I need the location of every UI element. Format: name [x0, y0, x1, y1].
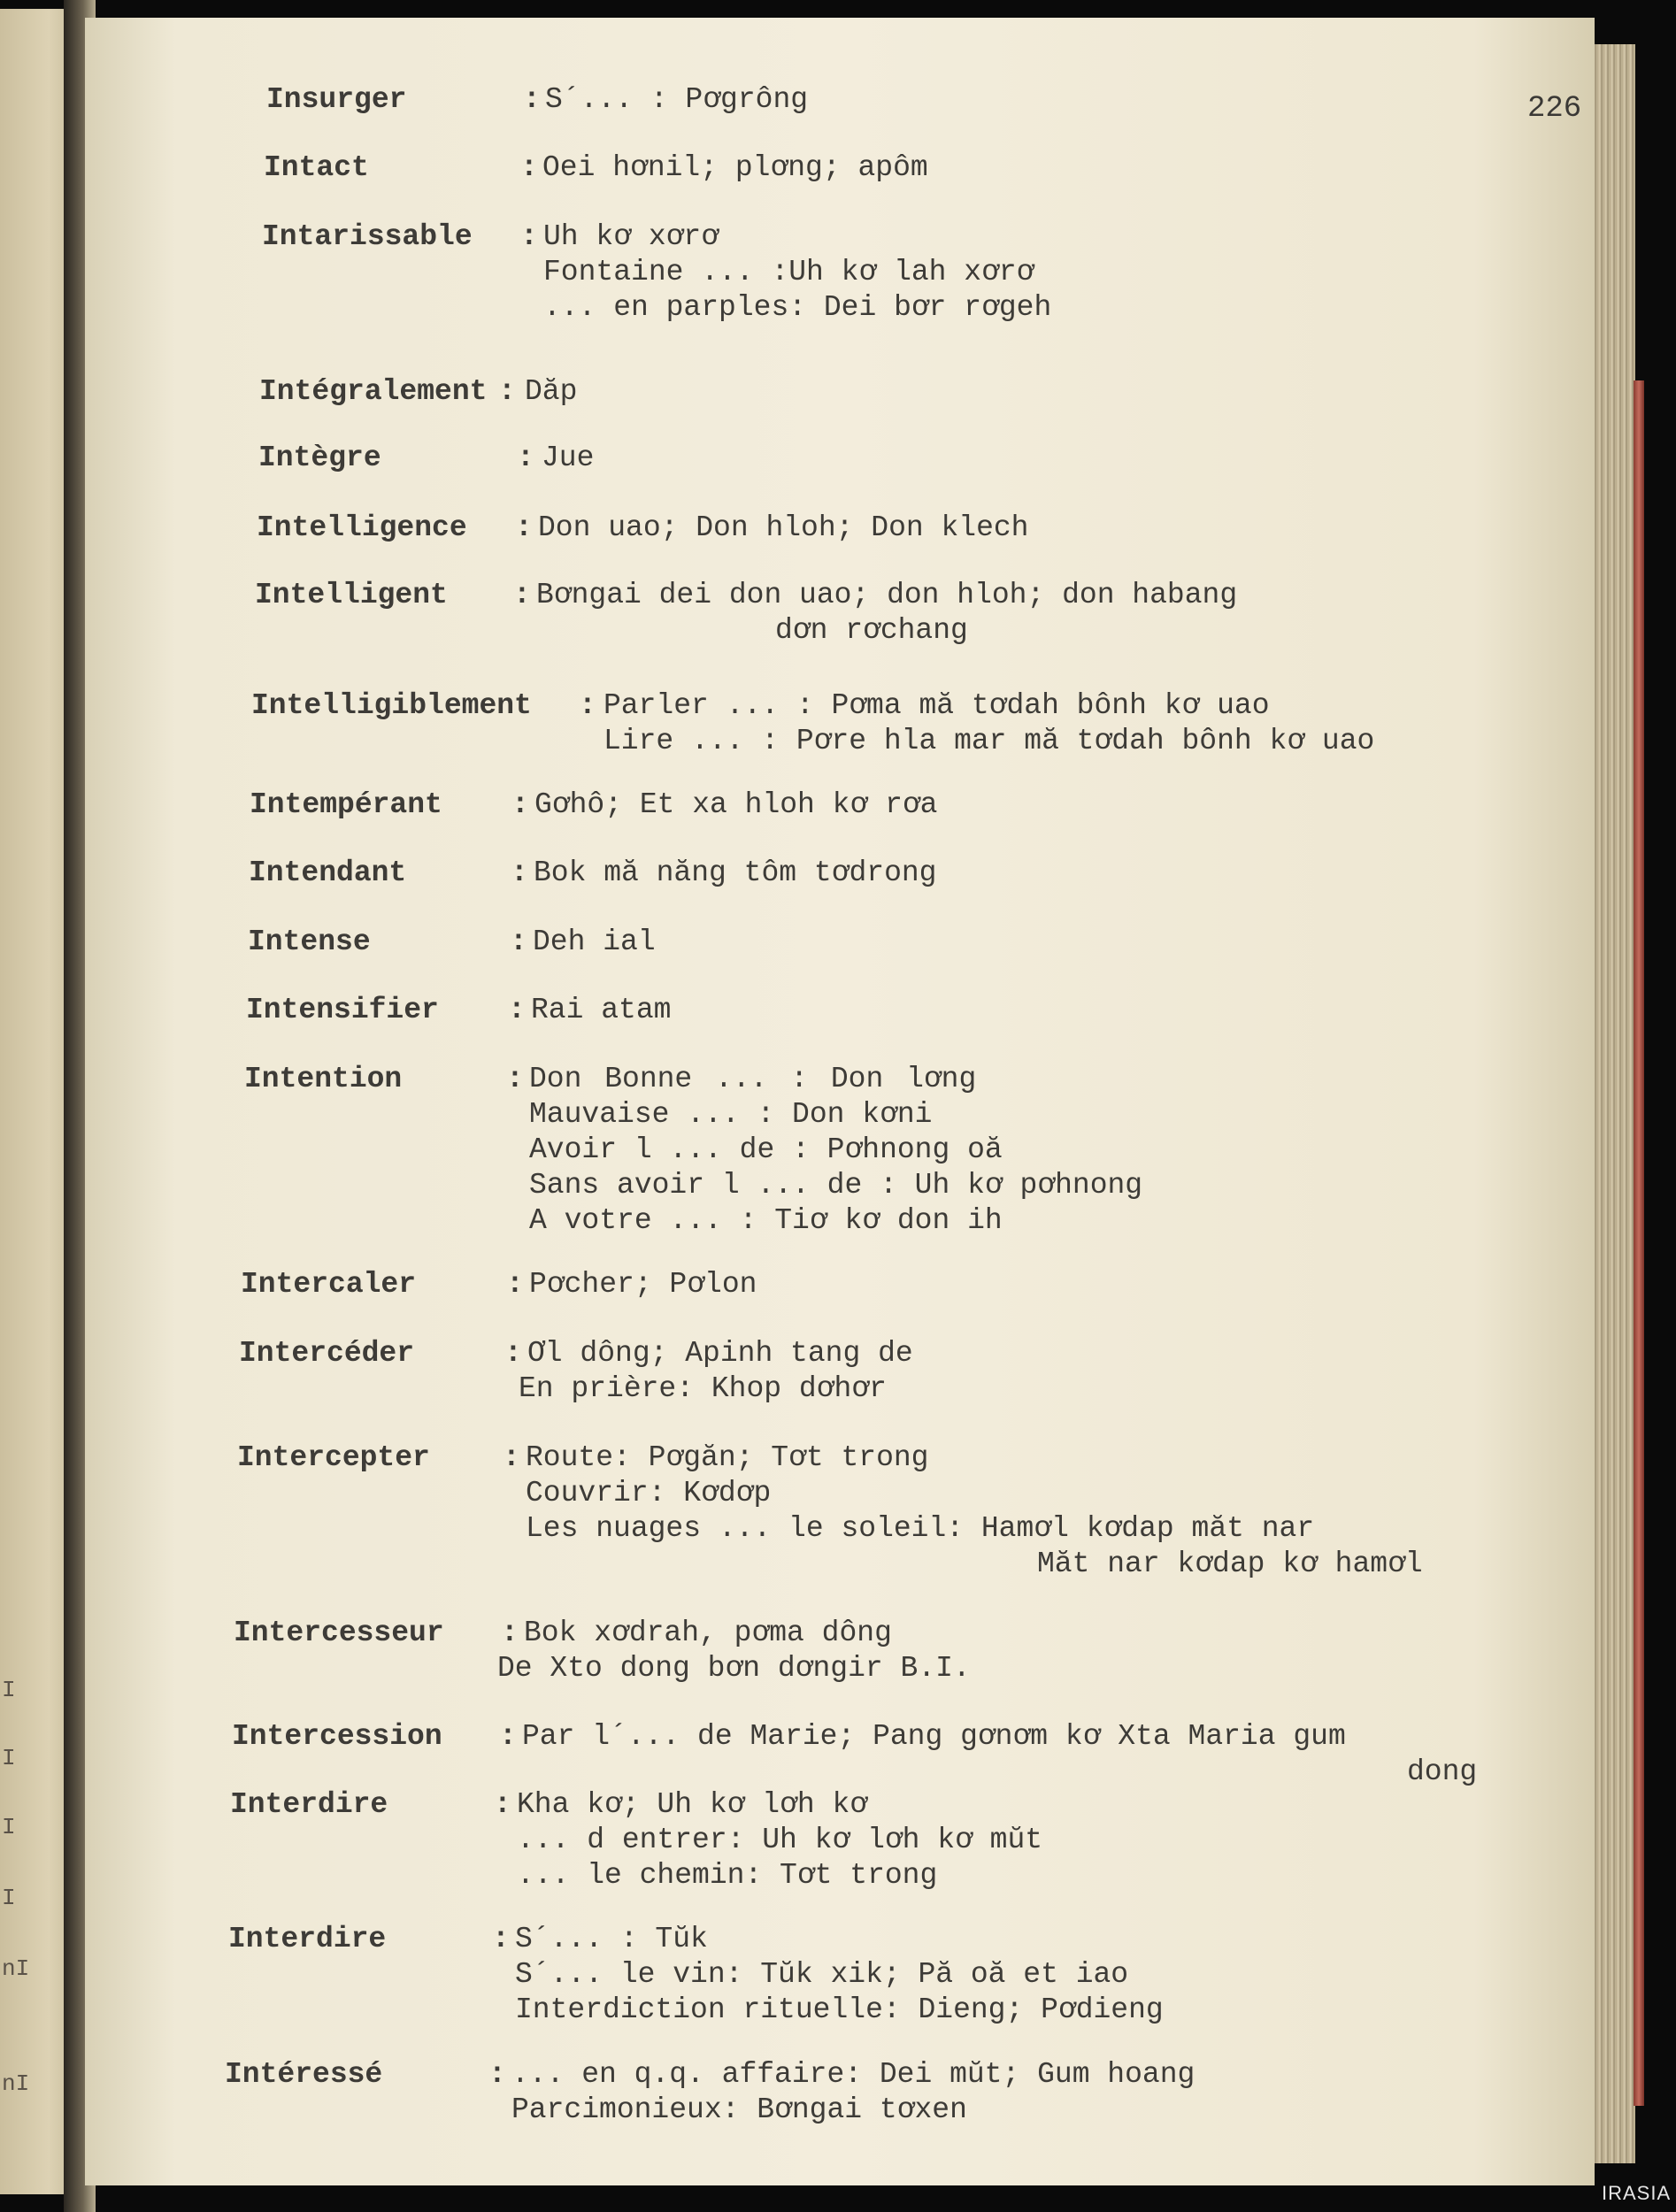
entry-term: Intéressé	[225, 2058, 383, 2091]
entry-separator: :	[492, 1923, 510, 1955]
definition-line: De Xto dong bơn dơngir B.I.	[497, 1652, 971, 1685]
left-page-mark: I	[2, 1814, 16, 1840]
entry-separator: :	[503, 1441, 520, 1474]
entry-separator: :	[520, 151, 538, 184]
entry-definitions	[519, 1336, 913, 1407]
definition-line: S´... : Pơgrông	[545, 83, 809, 116]
definition-line: Bok mă năng tôm tơdrong	[534, 856, 937, 889]
entry-separator: :	[520, 220, 538, 253]
entry-separator: :	[488, 2058, 506, 2091]
definition-line: Deh ial	[533, 926, 656, 958]
left-page-mark: I	[2, 1677, 16, 1703]
definition-line: Interdiction rituelle: Dieng; Pơdieng	[515, 1993, 1164, 2026]
entry-term: Intarissable	[262, 220, 473, 253]
entry-definitions	[526, 1440, 1423, 1582]
definition-line: A votre ... : Tiơ kơ don ih	[529, 1204, 1003, 1237]
entry-separator: :	[506, 1268, 524, 1301]
definition-line: Sans avoir l ... de : Uh kơ pơhnong	[529, 1169, 1143, 1202]
entry-definitions	[529, 1062, 1142, 1239]
definition-line: S´... : Tŭk	[515, 1923, 708, 1955]
entry-definitions	[531, 993, 671, 1028]
entry-separator: :	[498, 375, 516, 408]
entry-definitions	[534, 856, 936, 891]
entry-definitions	[542, 441, 594, 476]
entry-separator: :	[501, 1617, 519, 1649]
entry-term: Intercéder	[239, 1337, 415, 1370]
entry-separator: :	[510, 926, 527, 958]
entry-term: Intention	[244, 1063, 403, 1095]
definition-line: Uh kơ xơrơ	[543, 220, 719, 253]
definition-line: ... en q.q. affaire: Dei mŭt; Gum hoang	[511, 2058, 1195, 2091]
definition-line: Jue	[542, 442, 595, 474]
entry-definitions	[517, 1787, 1042, 1893]
entry-term: Intempérant	[250, 788, 442, 821]
entry-definitions	[604, 688, 1374, 759]
entry-term: Intégralement	[259, 375, 488, 408]
entry-definitions	[529, 1267, 757, 1302]
entry-definitions	[525, 374, 577, 410]
entry-separator: :	[513, 579, 531, 611]
definition-line: dơn rơchang	[775, 614, 968, 647]
entry-definitions	[533, 925, 656, 960]
definition-line: Bok xơdrah, pơma dông	[524, 1617, 892, 1649]
definition-line: Couvrir: Kơdơp	[526, 1477, 772, 1509]
entry-definitions	[536, 578, 1237, 649]
definition-line: Les nuages ... le soleil: Hamơl kơdap măt nar	[526, 1512, 1315, 1545]
definition-line: Ơl dông; Apinh tang de	[527, 1337, 913, 1370]
definition-line: dong	[1407, 1755, 1478, 1788]
definition-line: ... d entrer: Uh kơ lơh kơ mŭt	[517, 1824, 1043, 1856]
definition-line: Măt nar kơdap kơ hamơl	[1037, 1548, 1423, 1580]
left-page-mark: I	[2, 1885, 16, 1911]
definition-line: Fontaine ... :Uh kơ lah xơrơ	[543, 256, 1034, 288]
definition-line: ... le chemin: Tơt trong	[517, 1859, 938, 1892]
entry-term: Intercaler	[241, 1268, 417, 1301]
entry-separator: :	[511, 856, 528, 889]
definition-line: Oei hơnil; plơng; apôm	[542, 151, 928, 184]
definition-line: Avoir l ... de : Pơhnong oă	[529, 1133, 1003, 1166]
definition-line: Gơhô; Et xa hloh kơ rơa	[534, 788, 938, 821]
dictionary-page	[85, 18, 1595, 2185]
definition-line: En prière: Khop dơhơr	[519, 1372, 887, 1405]
entry-definitions	[538, 511, 1029, 546]
definition-line: Pơcher; Pơlon	[529, 1268, 757, 1301]
definition-line: S´... le vin: Tŭk xik; Pă oă et iao	[515, 1958, 1129, 1991]
entry-definitions	[534, 787, 937, 823]
definition-line: Bơngai dei don uao; don hloh; don habang	[536, 579, 1238, 611]
entry-term: Intensifier	[246, 994, 439, 1026]
entry-definitions	[543, 219, 1051, 326]
definition-line: Don uao; Don hloh; Don klech	[538, 511, 1029, 544]
entry-term: Interdire	[228, 1923, 387, 1955]
entry-term: Interdire	[230, 1788, 388, 1821]
entry-definitions	[542, 150, 928, 186]
definition-line: Parler ... : Pơma mă tơdah bônh kơ uao	[604, 689, 1270, 722]
entry-separator: :	[506, 1063, 524, 1095]
entry-separator: :	[499, 1720, 517, 1753]
entry-term: Intelligiblement	[251, 689, 532, 722]
entry-term: Intact	[264, 151, 369, 184]
entry-separator: :	[511, 788, 529, 821]
entry-definitions	[511, 2057, 1195, 2128]
left-page-mark: nI	[2, 2070, 30, 2097]
entry-definitions	[497, 1616, 971, 1686]
entry-term: Intègre	[258, 442, 381, 474]
entry-term: Intendant	[249, 856, 407, 889]
entry-definitions	[515, 1922, 1164, 2028]
entry-term: Insurger	[266, 83, 407, 116]
archive-credit: IRASIA	[1602, 2182, 1672, 2204]
entry-term: Intercession	[232, 1720, 442, 1753]
left-page-mark: nI	[2, 1955, 30, 1982]
definition-line: Route: Pơgăn; Tơt trong	[526, 1441, 929, 1474]
definition-line: Kha kơ; Uh kơ lơh kơ	[517, 1788, 868, 1821]
entry-separator: :	[504, 1337, 522, 1370]
entry-definitions	[522, 1719, 1477, 1790]
entry-definitions	[545, 82, 808, 118]
definition-line: Par l´... de Marie; Pang gơnơm kơ Xta Maria gum	[522, 1720, 1346, 1753]
definition-line: Lire ... : Pơre hla mar mă tơdah bônh kơ uao	[604, 725, 1375, 757]
page-edges	[1591, 44, 1635, 2163]
definition-line: Mauvaise ... : Don kơni	[529, 1098, 933, 1131]
page-number: 226	[1527, 92, 1582, 126]
definition-line: Parcimonieux: Bơngai tơxen	[511, 2093, 967, 2126]
red-edge	[1634, 380, 1644, 2106]
entry-term: Intercesseur	[234, 1617, 444, 1649]
entry-term: Intelligence	[257, 511, 467, 544]
left-page-mark: I	[2, 1745, 16, 1771]
entry-separator: :	[517, 442, 534, 474]
entry-term: Intelligent	[255, 579, 448, 611]
entry-separator: :	[579, 689, 596, 722]
definition-line: Rai atam	[531, 994, 672, 1026]
entry-separator: :	[515, 511, 533, 544]
entry-separator: :	[494, 1788, 511, 1821]
definition-line: Don Bonne ... : Don lơng	[529, 1063, 977, 1095]
entry-term: Intense	[248, 926, 371, 958]
entry-term: Intercepter	[237, 1441, 430, 1474]
entry-separator: :	[523, 83, 541, 116]
definition-line: Dăp	[525, 375, 578, 408]
definition-line: ... en parples: Dei bơr rơgeh	[543, 291, 1052, 324]
entry-separator: :	[508, 994, 526, 1026]
